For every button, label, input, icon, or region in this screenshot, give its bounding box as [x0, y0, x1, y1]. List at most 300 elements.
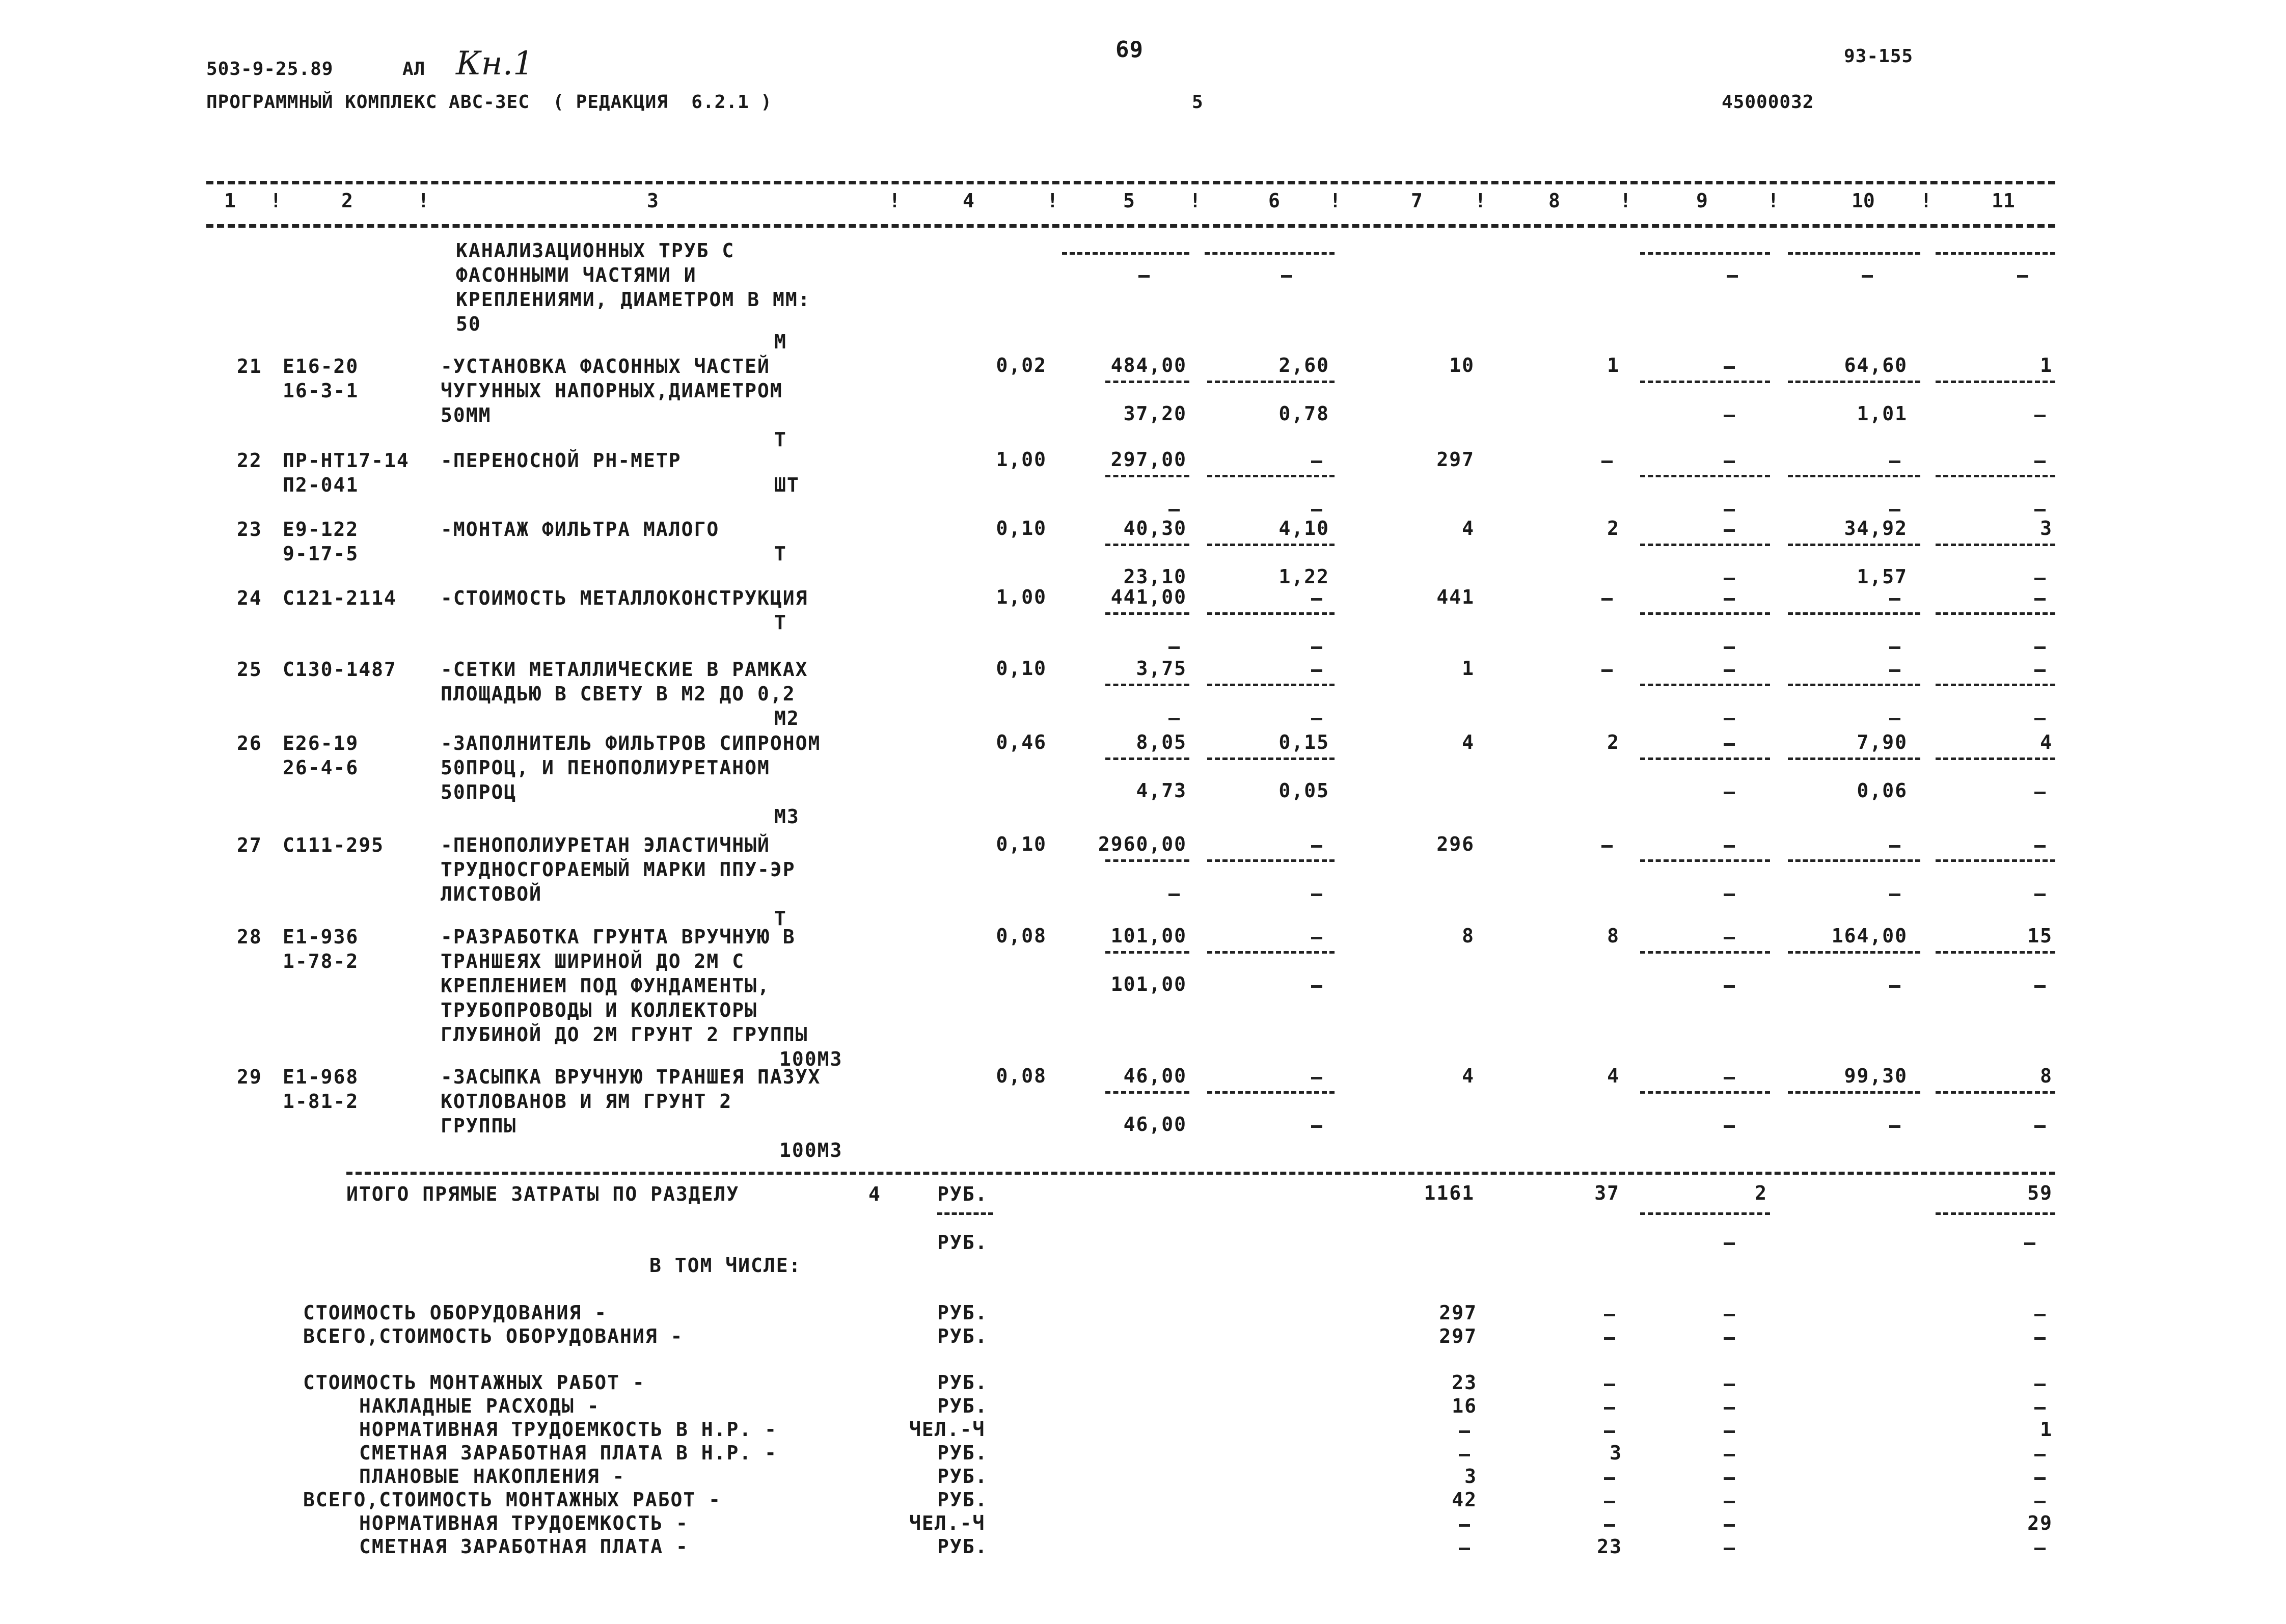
row-unit: ШТ: [774, 474, 800, 496]
row-col5: 3,75: [1136, 657, 1187, 680]
row-code: 16-3-1: [283, 380, 359, 402]
totals-col7: 1161: [1424, 1182, 1475, 1204]
row-quantity: 0,08: [996, 925, 1047, 947]
row-col8: 1: [1607, 354, 1620, 376]
summary-col8: [1604, 1384, 1615, 1386]
row-col6: [1311, 461, 1322, 463]
cell-rule: [1936, 1212, 2055, 1215]
summary-unit: ЧЕЛ.-Ч: [909, 1418, 986, 1441]
row-description: ТРУДНОСГОРАЕМЫЙ МАРКИ ППУ-ЭР: [441, 858, 796, 881]
totals-section: 4: [868, 1183, 881, 1205]
row-col5-second: 46,00: [1123, 1113, 1187, 1135]
row-col11-second: [2034, 985, 2046, 988]
row-col5-second: [1168, 646, 1180, 649]
row-col10: [1889, 669, 1900, 672]
cell-rule: [1936, 381, 2055, 383]
row-col7: 297: [1436, 448, 1475, 471]
row-description: -МОНТАЖ ФИЛЬТРА МАЛОГО: [441, 518, 720, 540]
summary-label: ПЛАНОВЫЕ НАКОПЛЕНИЯ -: [359, 1465, 625, 1487]
cell-rule: [1640, 381, 1770, 383]
row-code: Е26-19: [283, 732, 359, 754]
totals-col9-second: [1724, 1242, 1735, 1245]
cell-rule: [1105, 1091, 1189, 1094]
row-col10-second: [1889, 1125, 1900, 1128]
row-col11-second: [2034, 415, 2046, 417]
row-col6-second: 0,78: [1278, 402, 1329, 425]
program-title: ПРОГРАММНЫЙ КОМПЛЕКС АВС-3ЕС ( РЕДАКЦИЯ 6.2.1 ): [206, 92, 773, 113]
summary-unit: РУБ.: [937, 1395, 988, 1417]
column-header-9: 9: [1696, 190, 1708, 212]
summary-col11: [2034, 1314, 2046, 1316]
row-col8: [1601, 669, 1613, 672]
summary-label: ВСЕГО,СТОИМОСТЬ ОБОРУДОВАНИЯ -: [303, 1325, 684, 1347]
row-unit: Т: [774, 907, 787, 930]
row-col11-second: [2034, 792, 2046, 794]
summary-col9: [1724, 1384, 1735, 1386]
including-label: В ТОМ ЧИСЛЕ:: [649, 1254, 802, 1277]
row-description: -ЗАСЫПКА ВРУЧНУЮ ТРАНШЕЯ ПАЗУХ: [441, 1066, 821, 1088]
row-col11-second: [2034, 718, 2046, 720]
row-code: С130-1487: [283, 658, 397, 681]
summary-col7: 297: [1439, 1302, 1477, 1324]
row-col9-second: [1724, 985, 1735, 988]
row-number: 27: [237, 834, 262, 856]
cell-rule: [1105, 612, 1189, 615]
row-description: 50ПРОЦ: [441, 781, 517, 803]
summary-col7: 23: [1452, 1371, 1477, 1394]
row-unit: Т: [774, 611, 787, 634]
intro-line: КРЕПЛЕНИЯМИ, ДИАМЕТРОМ В ММ:: [456, 288, 811, 311]
summary-unit: РУБ.: [937, 1325, 988, 1347]
cell-rule: [1788, 544, 1920, 546]
column-separator: !: [1920, 190, 1932, 212]
column-separator: !: [1475, 190, 1486, 212]
cell-rule: [1788, 859, 1920, 862]
row-description: -ПЕРЕНОСНОЙ РН-МЕТР: [441, 449, 682, 472]
cell-rule: [1936, 612, 2055, 615]
row-col6: [1311, 598, 1322, 601]
row-col6-second: [1311, 646, 1322, 649]
row-col11-second: [2034, 1125, 2046, 1128]
intro-line: 50: [456, 313, 481, 335]
summary-label: СТОИМОСТЬ ОБОРУДОВАНИЯ -: [303, 1302, 608, 1324]
row-quantity: 0,02: [996, 354, 1047, 376]
totals-unit-2: РУБ.: [937, 1231, 988, 1254]
row-col9: [1724, 669, 1735, 672]
row-col5: 297,00: [1110, 448, 1187, 471]
row-col9-second: [1724, 792, 1735, 794]
row-col6-second: [1311, 1125, 1322, 1128]
column-header-11: 11: [1992, 190, 2015, 212]
row-col11-second: [2034, 578, 2046, 580]
row-col6: [1311, 669, 1322, 672]
summary-unit: РУБ.: [937, 1465, 988, 1487]
row-col6: [1311, 845, 1322, 848]
row-col9-second: [1724, 718, 1735, 720]
cell-rule: [1936, 544, 2055, 546]
row-col8: [1601, 598, 1613, 601]
row-col10: 34,92: [1844, 517, 1908, 539]
row-col6: 0,15: [1278, 731, 1329, 753]
row-col5: 2960,00: [1098, 833, 1187, 855]
summary-label: СТОИМОСТЬ МОНТАЖНЫХ РАБОТ -: [303, 1371, 645, 1394]
row-unit: М2: [774, 707, 800, 729]
row-col6-second: [1311, 985, 1322, 988]
cell-rule: [1640, 1091, 1770, 1094]
row-col9: [1724, 529, 1735, 532]
summary-col8: [1604, 1501, 1615, 1503]
row-number: 28: [237, 926, 262, 948]
totals-col9: 2: [1755, 1182, 1767, 1204]
row-col7: 8: [1462, 925, 1475, 947]
column-header-6: 6: [1268, 190, 1280, 212]
summary-col11: [2034, 1548, 2046, 1550]
summary-col7: 42: [1452, 1488, 1477, 1511]
row-col11: 15: [2027, 925, 2053, 947]
row-quantity: 1,00: [996, 448, 1047, 471]
row-description: -ПЕНОПОЛИУРЕТАН ЭЛАСТИЧНЫЙ: [441, 834, 770, 856]
row-description: ЛИСТОВОЙ: [441, 883, 542, 905]
page-number: 69: [1115, 37, 1144, 63]
column-separator: !: [889, 190, 901, 212]
row-unit: Т: [774, 428, 787, 451]
row-col5-second: [1168, 509, 1180, 511]
summary-label: ВСЕГО,СТОИМОСТЬ МОНТАЖНЫХ РАБОТ -: [303, 1488, 721, 1511]
row-col6-second: 0,05: [1278, 779, 1329, 802]
summary-unit: РУБ.: [937, 1371, 988, 1394]
column-header-1: 1: [224, 190, 236, 212]
row-col9: [1724, 1077, 1735, 1079]
row-col8: 2: [1607, 731, 1620, 753]
column-separator: !: [270, 190, 282, 212]
row-col8: [1601, 845, 1613, 848]
summary-col7: [1459, 1430, 1470, 1433]
row-col9-second: [1724, 415, 1735, 417]
row-col5: 46,00: [1123, 1065, 1187, 1087]
row-col8: [1601, 461, 1613, 463]
row-description: КОТЛОВАНОВ И ЯМ ГРУНТ 2: [441, 1090, 732, 1113]
row-col6-second: [1311, 509, 1322, 511]
summary-unit: РУБ.: [937, 1442, 988, 1464]
row-number: 21: [237, 355, 262, 377]
summary-col8: 23: [1597, 1535, 1622, 1558]
row-col6-second: 1,22: [1278, 565, 1329, 588]
row-col5-second: [1168, 894, 1180, 896]
row-code: ПР-НТ17-14: [283, 449, 410, 472]
summary-col7: 16: [1452, 1395, 1477, 1417]
cell-rule: [1207, 381, 1335, 383]
cell-rule: [1936, 859, 2055, 862]
left-code: 503-9-25.89: [206, 59, 334, 79]
row-col7: 4: [1462, 731, 1475, 753]
summary-col9: [1724, 1314, 1735, 1316]
row-col11: [2034, 598, 2046, 601]
row-quantity: 0,46: [996, 731, 1047, 753]
cell-rule: [1105, 684, 1189, 686]
row-code: 1-78-2: [283, 950, 359, 972]
summary-col9: [1724, 1477, 1735, 1480]
row-col10-second: 1,01: [1857, 402, 1908, 425]
cell-rule: [1207, 757, 1335, 760]
cell-rule: [1936, 475, 2055, 477]
row-col10-second: 1,57: [1857, 565, 1908, 588]
row-code: Е1-936: [283, 926, 359, 948]
row-col10: 99,30: [1844, 1065, 1908, 1087]
row-number: 26: [237, 732, 262, 754]
row-col10-second: [1889, 894, 1900, 896]
column-separator: !: [418, 190, 429, 212]
row-description: ГРУППЫ: [441, 1115, 517, 1137]
row-col10-second: [1889, 646, 1900, 649]
row-col11-second: [2034, 646, 2046, 649]
row-col8: 4: [1607, 1065, 1620, 1087]
column-header-2: 2: [341, 190, 353, 212]
summary-unit: ЧЕЛ.-Ч: [909, 1512, 986, 1534]
column-header-10: 10: [1852, 190, 1875, 212]
summary-col11: [2034, 1407, 2046, 1410]
summary-col7: [1459, 1524, 1470, 1527]
row-col8: 2: [1607, 517, 1620, 539]
row-col5: 101,00: [1110, 925, 1187, 947]
handwritten-note: Кн.1: [456, 45, 534, 83]
summary-unit: РУБ.: [937, 1488, 988, 1511]
cell-rule: [1640, 1212, 1770, 1215]
row-col5-second: 37,20: [1123, 402, 1187, 425]
column-separator: !: [1329, 190, 1341, 212]
cell-rule: [1788, 1091, 1920, 1094]
cell-rule: [1936, 757, 2055, 760]
summary-col11: [2034, 1477, 2046, 1480]
cell-rule: [1105, 859, 1189, 862]
cell-rule: [1640, 951, 1770, 954]
cell-rule: [1788, 684, 1920, 686]
cell-rule: [1788, 757, 1920, 760]
intro-line: КАНАЛИЗАЦИОННЫХ ТРУБ С: [456, 239, 735, 262]
row-col11-second: [2034, 509, 2046, 511]
cell-rule: [1105, 381, 1189, 383]
summary-col11: 29: [2027, 1512, 2053, 1534]
row-col10-second: [1889, 985, 1900, 988]
row-col5: 441,00: [1110, 586, 1187, 608]
empty-cell-dash: [1862, 275, 1873, 278]
row-col10: 64,60: [1844, 354, 1908, 376]
summary-label: СМЕТНАЯ ЗАРАБОТНАЯ ПЛАТА -: [359, 1535, 689, 1558]
column-header-7: 7: [1411, 190, 1423, 212]
summary-col9: [1724, 1524, 1735, 1527]
row-col6-second: [1311, 718, 1322, 720]
cell-rule: [1640, 859, 1770, 862]
cell-rule: [1207, 951, 1335, 954]
totals-col11-second: [2024, 1242, 2035, 1245]
cell-rule: [1207, 1091, 1335, 1094]
summary-col9: [1724, 1501, 1735, 1503]
row-code: 9-17-5: [283, 543, 359, 565]
row-col10: 7,90: [1857, 731, 1908, 753]
row-col6-second: [1311, 894, 1322, 896]
row-unit-top: М: [774, 331, 787, 353]
row-col9-second: [1724, 509, 1735, 511]
row-col7: 4: [1462, 1065, 1475, 1087]
cell-rule: [1788, 252, 1920, 255]
row-col7: 10: [1449, 354, 1475, 376]
cell-rule: [1105, 757, 1189, 760]
row-col5: 40,30: [1123, 517, 1187, 539]
summary-unit: РУБ.: [937, 1535, 988, 1558]
cell-rule: [1640, 475, 1770, 477]
summary-col8: [1604, 1314, 1615, 1316]
cell-rule: [1936, 252, 2055, 255]
column-separator: !: [1189, 190, 1201, 212]
cell-rule: [1207, 859, 1335, 862]
summary-col8: [1604, 1337, 1615, 1340]
row-col6: 2,60: [1278, 354, 1329, 376]
cell-rule: [1936, 1091, 2055, 1094]
cell-rule: [1640, 612, 1770, 615]
totals-top-rule: [346, 1172, 2055, 1175]
row-col9-second: [1724, 578, 1735, 580]
summary-col11: [2034, 1501, 2046, 1503]
sheet-number: 5: [1192, 92, 1204, 113]
cell-rule: [1640, 544, 1770, 546]
row-col8: 8: [1607, 925, 1620, 947]
row-col7: 1: [1462, 657, 1475, 680]
summary-col9: [1724, 1430, 1735, 1433]
cell-rule: [1640, 757, 1770, 760]
row-number: 25: [237, 658, 262, 681]
row-number: 23: [237, 518, 262, 540]
row-col10: 164,00: [1831, 925, 1908, 947]
summary-col7: [1459, 1548, 1470, 1550]
cell-rule: [1105, 951, 1189, 954]
column-header-4: 4: [963, 190, 974, 212]
row-description: -УСТАНОВКА ФАСОННЫХ ЧАСТЕЙ: [441, 355, 770, 377]
row-description: 50ММ: [441, 404, 492, 426]
row-col9: [1724, 366, 1735, 369]
row-code: С111-295: [283, 834, 385, 856]
cell-rule: [1207, 475, 1335, 477]
summary-col9: [1724, 1454, 1735, 1456]
row-unit: 100М3: [779, 1139, 843, 1161]
cell-rule: [937, 1212, 993, 1215]
totals-title: ИТОГО ПРЯМЫЕ ЗАТРАТЫ ПО РАЗДЕЛУ: [346, 1183, 740, 1205]
row-col10: [1889, 845, 1900, 848]
column-header-3: 3: [647, 190, 659, 212]
summary-unit: РУБ.: [937, 1302, 988, 1324]
row-col9-second: [1724, 1125, 1735, 1128]
row-col6: [1311, 1077, 1322, 1079]
summary-col11: [2034, 1454, 2046, 1456]
cell-rule: [1788, 951, 1920, 954]
row-col7: 4: [1462, 517, 1475, 539]
row-col10: [1889, 598, 1900, 601]
cell-rule: [1062, 252, 1189, 255]
row-col9-second: [1724, 894, 1735, 896]
row-code: С121-2114: [283, 587, 397, 609]
summary-col7: 297: [1439, 1325, 1477, 1347]
empty-cell-dash: [2017, 275, 2028, 278]
column-header-5: 5: [1123, 190, 1135, 212]
cell-rule: [1788, 381, 1920, 383]
row-quantity: 0,10: [996, 833, 1047, 855]
row-col10-second: [1889, 509, 1900, 511]
summary-label: НОРМАТИВНАЯ ТРУДОЕМКОСТЬ -: [359, 1512, 689, 1534]
row-description: 50ПРОЦ, И ПЕНОПОЛИУРЕТАНОМ: [441, 756, 770, 779]
row-description: ЧУГУННЫХ НАПОРНЫХ,ДИАМЕТРОМ: [441, 380, 783, 402]
cell-rule: [1207, 612, 1335, 615]
cell-rule: [1788, 475, 1920, 477]
summary-col7: [1459, 1454, 1470, 1456]
row-col7: 441: [1436, 586, 1475, 608]
row-col9: [1724, 743, 1735, 746]
cell-rule: [1788, 612, 1920, 615]
empty-cell-dash: [1138, 275, 1150, 278]
column-separator: !: [1620, 190, 1631, 212]
row-col5: 8,05: [1136, 731, 1187, 753]
cell-rule: [1105, 475, 1189, 477]
summary-label: НАКЛАДНЫЕ РАСХОДЫ -: [359, 1395, 600, 1417]
row-description: КРЕПЛЕНИЕМ ПОД ФУНДАМЕНТЫ,: [441, 975, 770, 997]
row-col10-second: 0,06: [1857, 779, 1908, 802]
header-bottom-rule: [206, 224, 2055, 228]
row-col11: 8: [2040, 1065, 2053, 1087]
summary-col9: [1724, 1548, 1735, 1550]
row-code: 1-81-2: [283, 1090, 359, 1113]
row-col11: [2034, 461, 2046, 463]
summary-col8: 3: [1610, 1442, 1622, 1464]
row-col11-second: [2034, 894, 2046, 896]
row-col6: 4,10: [1278, 517, 1329, 539]
row-code: Е9-122: [283, 518, 359, 540]
row-description: ПЛОЩАДЬЮ В СВЕТУ В М2 ДО 0,2: [441, 683, 796, 705]
row-col10: [1889, 461, 1900, 463]
row-col5-second: [1168, 718, 1180, 720]
totals-unit: РУБ.: [937, 1183, 988, 1205]
row-col9: [1724, 598, 1735, 601]
empty-cell-dash: [1727, 275, 1738, 278]
row-number: 29: [237, 1066, 262, 1088]
document-number: 45000032: [1722, 92, 1814, 113]
row-col5-second: 23,10: [1123, 565, 1187, 588]
row-code: 26-4-6: [283, 756, 359, 779]
row-col11: 4: [2040, 731, 2053, 753]
row-number: 22: [237, 449, 262, 472]
cell-rule: [1640, 252, 1770, 255]
row-description: -СТОИМОСТЬ МЕТАЛЛОКОНСТРУКЦИЯ: [441, 587, 808, 609]
cell-rule: [1936, 684, 2055, 686]
row-col7: 296: [1436, 833, 1475, 855]
row-description: -РАЗРАБОТКА ГРУНТА ВРУЧНУЮ В: [441, 926, 796, 948]
row-description: -ЗАПОЛНИТЕЛЬ ФИЛЬТРОВ СИПРОНОМ: [441, 732, 821, 754]
summary-col9: [1724, 1337, 1735, 1340]
row-unit: Т: [774, 543, 787, 565]
row-description: -СЕТКИ МЕТАЛЛИЧЕСКИЕ В РАМКАХ: [441, 658, 808, 681]
summary-col8: [1604, 1477, 1615, 1480]
summary-col7: 3: [1464, 1465, 1477, 1487]
summary-col11: [2034, 1337, 2046, 1340]
row-col6: [1311, 937, 1322, 939]
summary-col8: [1604, 1407, 1615, 1410]
intro-line: ФАСОННЫМИ ЧАСТЯМИ И: [456, 264, 697, 286]
row-quantity: 0,10: [996, 657, 1047, 680]
row-col10-second: [1889, 718, 1900, 720]
cell-rule: [1640, 684, 1770, 686]
row-col11: [2034, 845, 2046, 848]
row-code: Е1-968: [283, 1066, 359, 1088]
cell-rule: [1105, 544, 1189, 546]
summary-col11: [2034, 1384, 2046, 1386]
row-code: П2-041: [283, 474, 359, 496]
row-col5-second: 101,00: [1110, 973, 1187, 995]
